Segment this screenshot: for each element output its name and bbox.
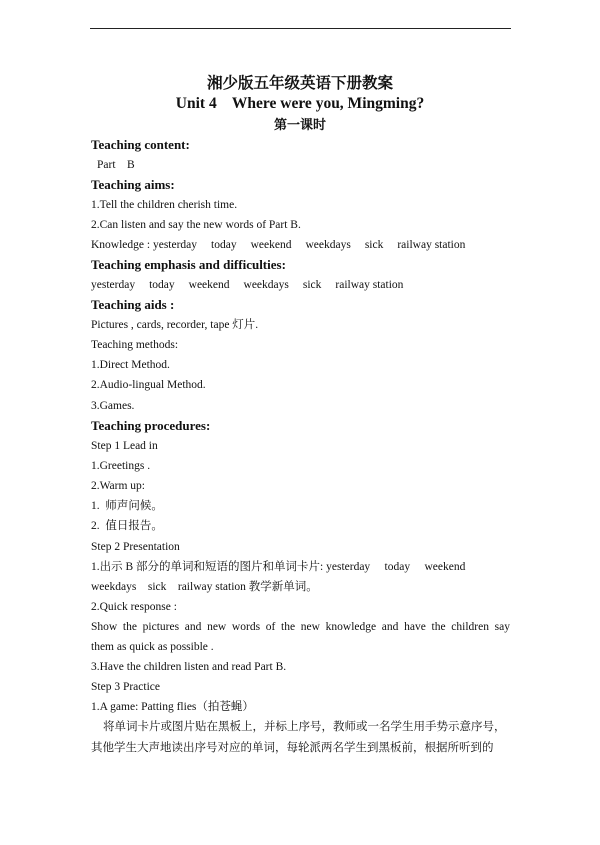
step-2-title: Step 2 Presentation (91, 541, 180, 553)
game-paragraph: 其他学生大声地读出序号对应的单词，每轮派两名学生到黑板前，根据所听到的 (91, 742, 494, 754)
step-item: 2.Warm up: (91, 480, 146, 492)
step-1-title: Step 1 Lead in (91, 440, 158, 452)
step-item: 1.Greetings . (91, 460, 151, 472)
aim-item: 2.Can listen and say the new words of Part B. (91, 219, 301, 231)
emphasis-word: railway station (335, 279, 404, 291)
quick-response: 2.Quick response : (91, 601, 177, 613)
aids-heading: Teaching aids : (91, 297, 175, 312)
teaching-aims-heading: Teaching aims: (91, 177, 175, 192)
step-item: 1. 师声问候。 (91, 500, 163, 512)
step-3-title: Step 3 Practice (91, 681, 160, 693)
teaching-content-heading: Teaching content: (91, 137, 190, 152)
knowledge-word: railway station (397, 239, 466, 251)
knowledge-word: weekend (250, 239, 292, 251)
document-title: 湘少版五年级英语下册教案 (206, 75, 393, 92)
procedures-heading: Teaching procedures: (91, 418, 211, 433)
knowledge-word: sick (364, 239, 384, 251)
emphasis-heading: Teaching emphasis and difficulties: (91, 257, 286, 272)
step-2-paragraph: them as quick as possible . (91, 641, 214, 653)
aids-body: Pictures , cards, recorder, tape 灯片. (91, 319, 259, 331)
teaching-content-body: Part B (97, 159, 135, 171)
step-2-line: weekdays sick railway station 教学新单词。 (91, 581, 318, 593)
methods-heading: Teaching methods: (91, 339, 179, 351)
game-paragraph: 将单词卡片或图片贴在黑板上，并标上序号，教师或一名学生用手势示意序号， (103, 721, 506, 733)
emphasis-word: yesterday (91, 279, 136, 291)
emphasis-word: weekend (188, 279, 230, 291)
unit-title: Unit 4 Where were you, Mingming? (175, 95, 425, 112)
emphasis-word: today (149, 279, 175, 291)
knowledge-line (91, 238, 479, 252)
method-item: 1.Direct Method. (91, 359, 170, 371)
knowledge-word: today (211, 239, 237, 251)
knowledge-word: weekdays (305, 239, 351, 251)
step-2-line: 3.Have the children listen and read Part B. (91, 661, 287, 673)
emphasis-word: weekdays (243, 279, 289, 291)
lesson-label: 第一课时 (273, 117, 326, 132)
method-item: 2.Audio-lingual Method. (91, 379, 206, 391)
emphasis-word: sick (302, 279, 322, 291)
step-2-line: 1.出示 B 部分的单词和短语的图片和单词卡片: yesterday today weekend (91, 561, 466, 573)
header-rule (90, 28, 511, 29)
game-title: 1.A game: Patting flies（拍苍蝇） (91, 701, 254, 713)
emphasis-words (91, 278, 417, 292)
method-item: 3.Games. (91, 400, 135, 412)
knowledge-label: Knowledge : yesterday (91, 239, 198, 251)
aim-item: 1.Tell the children cherish time. (91, 199, 238, 211)
step-2-paragraph: Show the pictures and new words of the new knowledge and have the children say (91, 621, 510, 633)
step-item: 2. 值日报告。 (91, 520, 163, 532)
